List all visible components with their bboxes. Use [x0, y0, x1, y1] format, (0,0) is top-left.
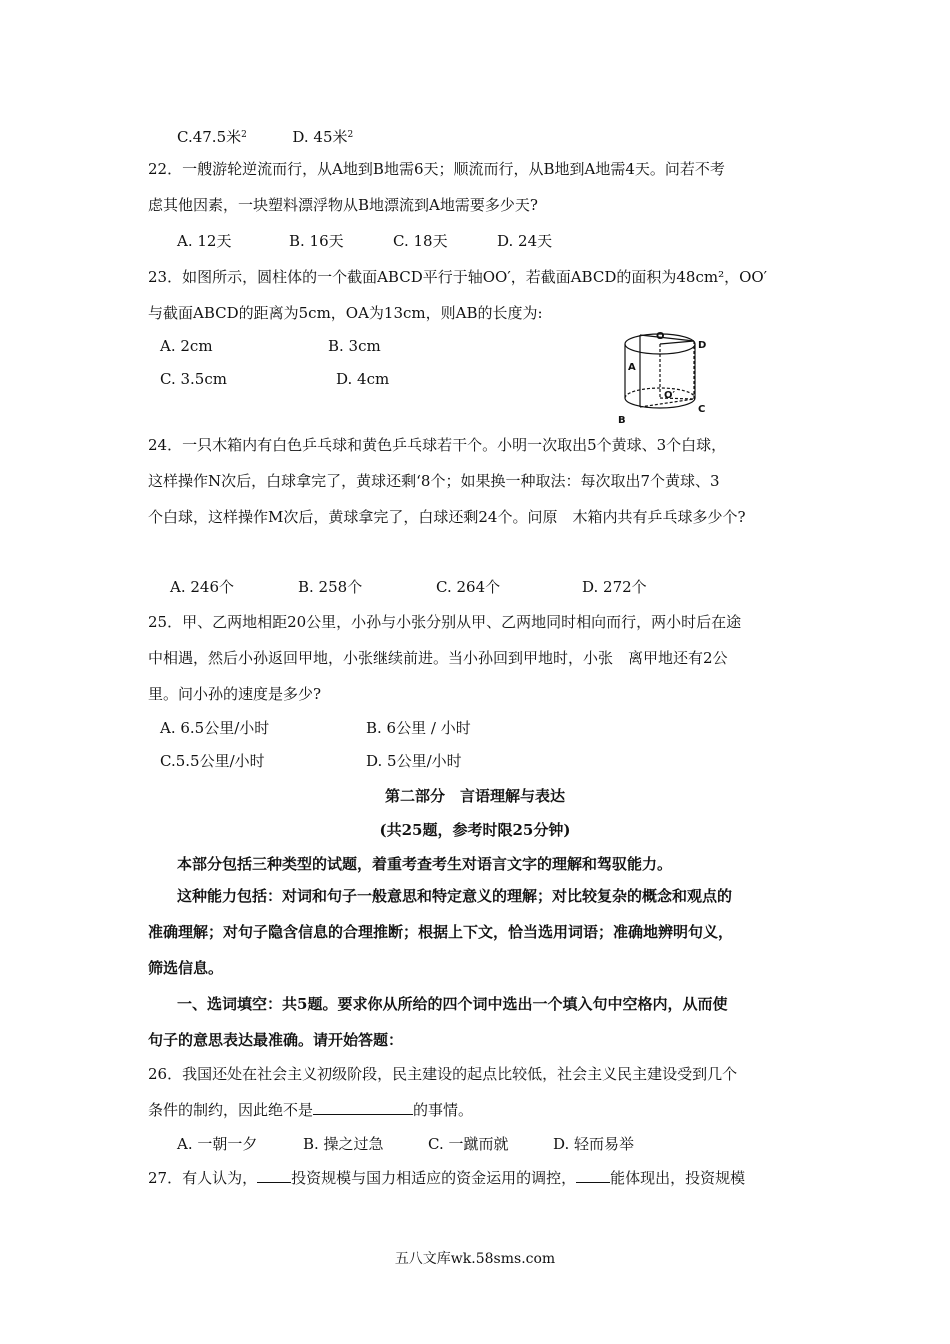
label-c: C [698, 404, 706, 415]
q25-text-line1: 25．甲、乙两地相距20公里，小孙与小张分别从甲、乙两地同时相向而行，两小时后在途 [148, 613, 742, 631]
q22-text-line2: 虑其他因素，一块塑料漂浮物从B地漂流到A地需要多少天? [148, 196, 538, 214]
label-o: O [656, 331, 665, 342]
q24-text-line1: 24．一只木箱内有白色乒乓球和黄色乒乓球若干个。小明一次取出5个黄球、3个白球， [148, 436, 727, 454]
q25-option-d: D. 5公里/小时 [366, 752, 462, 770]
q22-option-b: B. 16天 [289, 232, 344, 250]
section1-instruction-line1: 一、选词填空：共5题。要求你从所给的四个词中选出一个填入句中空格内，从而使 [177, 995, 728, 1013]
q26-text-line1: 26．我国还处在社会主义初级阶段，民主建设的起点比较低，社会主义民主建设受到几个 [148, 1065, 738, 1083]
q23-option-a: A. 2cm [160, 337, 213, 355]
part2-intro-line4: 筛选信息。 [148, 959, 224, 977]
q22-text-line1: 22．一艘游轮逆流而行，从A地到B地需6天；顺流而行，从B地到A地需4天。问若不考 [148, 160, 725, 178]
q24-option-d: D. 272个 [582, 578, 647, 596]
q26-blank [313, 1100, 413, 1115]
part2-title: 第二部分 言语理解与表达 [384, 787, 565, 805]
part2-intro-line2: 这种能力包括：对词和句子一般意思和特定意义的理解；对比较复杂的概念和观点的 [177, 887, 733, 905]
q24-option-c: C. 264个 [436, 578, 501, 596]
label-a: A [628, 362, 636, 373]
q27-text-line1: 27．有人认为， 投资规模与国力相适应的资金运用的调控， 能体现出，投资规模 [148, 1169, 746, 1187]
q26-option-a: A. 一朝一夕 [177, 1135, 258, 1153]
q23-option-b: B. 3cm [328, 337, 381, 355]
cylinder-figure [612, 328, 708, 428]
q23-option-d: D. 4cm [336, 370, 390, 388]
q25-option-c: C.5.5公里/小时 [160, 752, 265, 770]
q23-text-line2: 与截面ABCD的距离为5cm，OA为13cm，则AB的长度为: [148, 304, 543, 322]
q25-option-a: A. 6.5公里/小时 [160, 719, 270, 737]
label-o-prime: O′ [664, 390, 676, 401]
part2-intro-line1: 本部分包括三种类型的试题，着重考查考生对语言文字的理解和驾驭能力。 [177, 855, 673, 873]
q21-option-c: C.47.5米$^2$ [177, 128, 247, 146]
q26-text-line2: 条件的制约，因此绝不是 的事情。 [148, 1101, 474, 1119]
q25-text-line2: 中相遇，然后小孙返回甲地，小张继续前进。当小孙回到甲地时，小张 离甲地还有2公 [148, 649, 728, 667]
q24-option-a: A. 246个 [170, 578, 234, 596]
q24-text-line2: 这样操作N次后，白球拿完了，黄球还剩‘8个；如果换一种取法：每次取出7个黄球、3 [148, 472, 720, 490]
label-b: B [618, 415, 626, 426]
radius-od [660, 341, 694, 344]
label-d: D [698, 340, 707, 351]
q21-options [177, 125, 353, 147]
q23-option-c: C. 3.5cm [160, 370, 227, 388]
q26-option-d: D. 轻而易举 [553, 1135, 635, 1153]
q27-blank-2 [576, 1168, 610, 1183]
q27-blank-1 [257, 1168, 291, 1183]
q21-option-d: D. 45米$^2$ [292, 128, 354, 146]
q25-option-b: B. 6公里 / 小时 [366, 719, 471, 737]
q26-option-c: C. 一蹴而就 [428, 1135, 509, 1153]
q25-text-line3: 里。问小孙的速度是多少? [148, 685, 322, 703]
cylinder-bottom-front [625, 398, 695, 408]
part2-intro-line3: 准确理解；对句子隐含信息的合理推断；根据上下文，恰当选用词语；准确地辨明句义， [148, 923, 734, 941]
q24-text-line3: 个白球，这样操作M次后，黄球拿完了，白球还剩24个。问原 木箱内共有乒乓球多少个? [148, 508, 746, 526]
q22-option-a: A. 12天 [177, 232, 232, 250]
q22-option-d: D. 24天 [497, 232, 553, 250]
section-top-ad [640, 335, 694, 341]
q24-option-b: B. 258个 [298, 578, 363, 596]
q26-option-b: B. 操之过急 [303, 1135, 384, 1153]
part2-subtitle: (共25题，参考时限25分钟) [379, 821, 571, 839]
page-footer: 五八文库wk.58sms.com [394, 1251, 556, 1267]
q23-text-line1: 23．如图所示，圆柱体的一个截面ABCD平行于轴OO′，若截面ABCD的面积为48cm²，OO′ [148, 268, 768, 286]
section1-instruction-line2: 句子的意思表达最准确。请开始答题： [148, 1031, 404, 1049]
q22-option-c: C. 18天 [393, 232, 448, 250]
